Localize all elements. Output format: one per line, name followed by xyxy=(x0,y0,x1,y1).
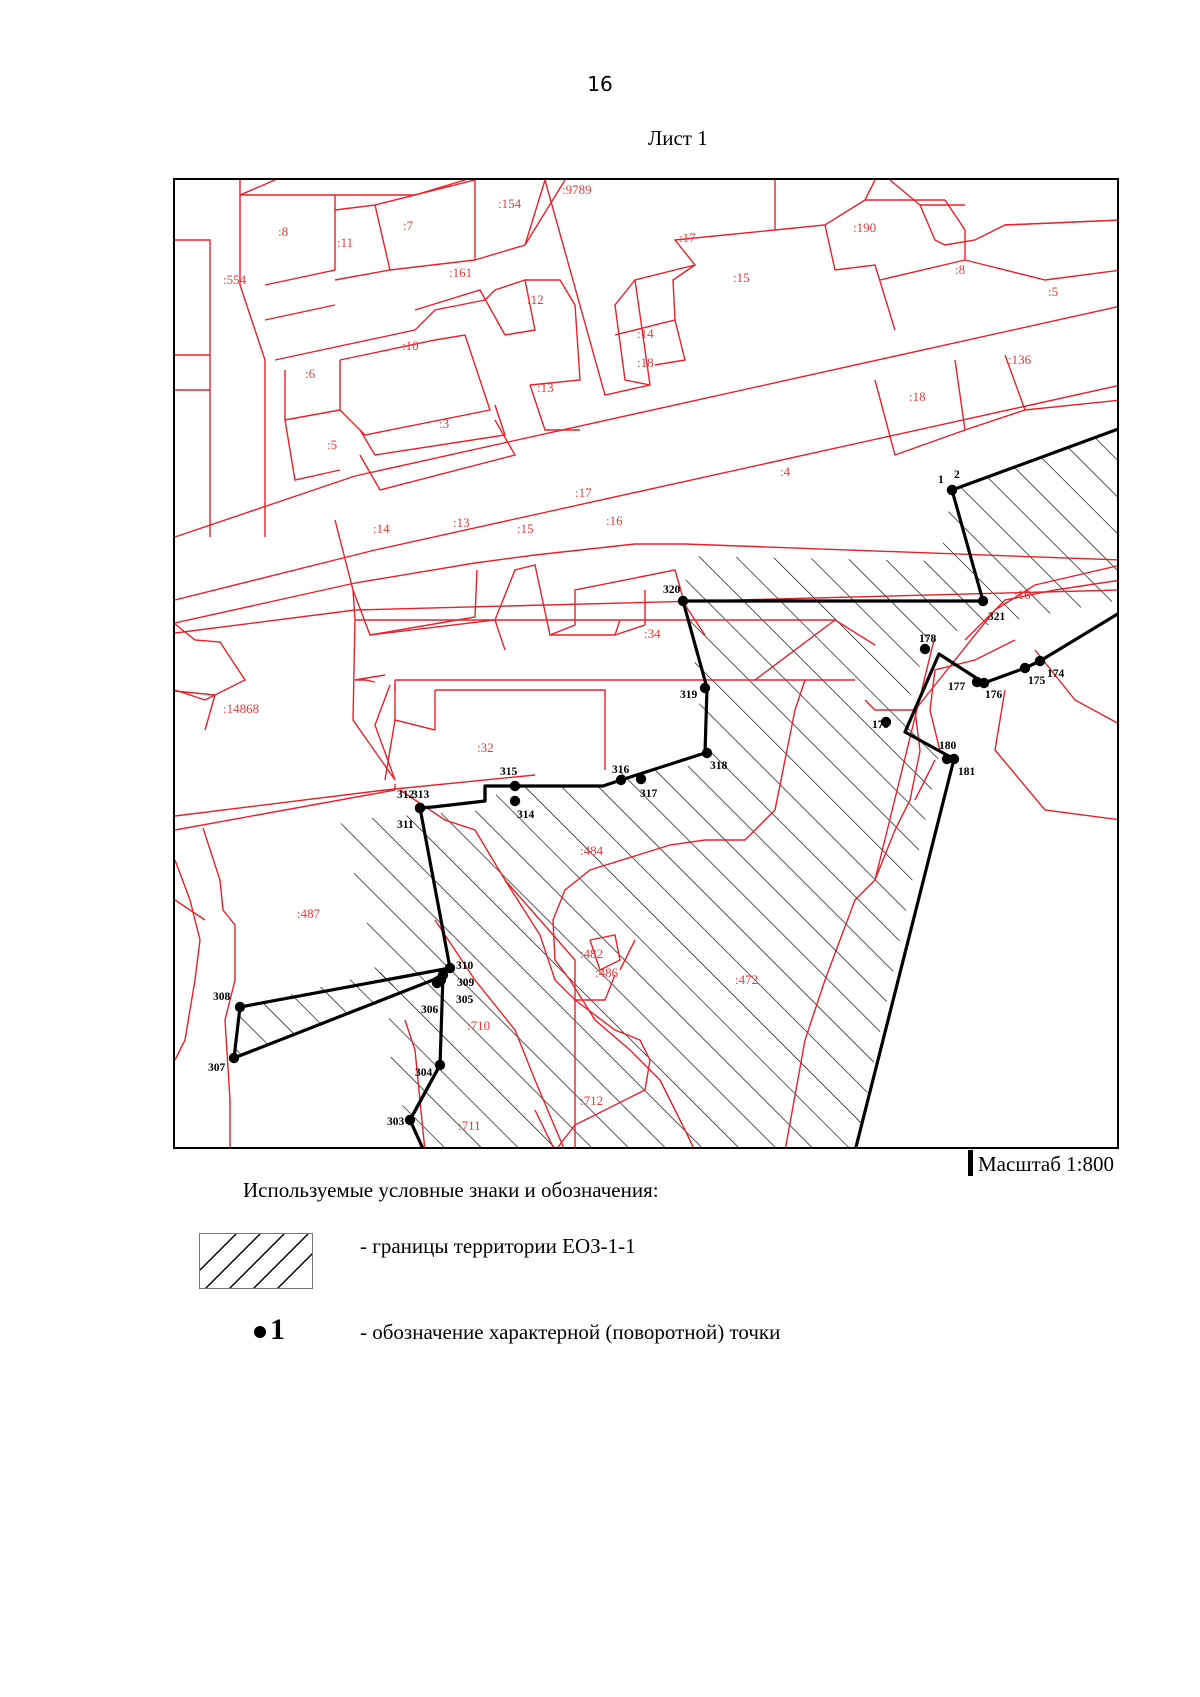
turning-point-label: 305 xyxy=(456,994,474,1006)
parcel-label: :190 xyxy=(853,220,877,235)
turning-point-marker xyxy=(947,485,957,495)
parcel-label: :14 xyxy=(637,326,654,341)
turning-point-label: 308 xyxy=(213,991,231,1003)
turning-point-label: 179 xyxy=(872,719,890,731)
parcel-label: :712 xyxy=(580,1093,604,1108)
parcel-label: :482 xyxy=(580,946,604,961)
turning-point-label: 314 xyxy=(517,809,535,821)
turning-point-label: 304 xyxy=(415,1067,433,1079)
turning-point-label: 320 xyxy=(663,584,681,596)
parcel-label: :13 xyxy=(453,515,470,530)
parcel-label: :14868 xyxy=(223,701,260,716)
legend-point-label: 1 xyxy=(270,1313,285,1346)
turning-point-marker xyxy=(415,803,425,813)
parcel-label: :4 xyxy=(780,464,791,479)
parcel-label: :154 xyxy=(498,196,522,211)
parcel-label: :17 xyxy=(679,230,696,245)
turning-point-label: 317 xyxy=(640,788,658,800)
scale-bar xyxy=(968,1150,973,1176)
parcel-label: :487 xyxy=(297,906,321,921)
turning-point-label: 321 xyxy=(988,611,1006,623)
turning-point-label: 181 xyxy=(958,766,976,778)
legend-zone-boundary-text: - границы территории ЕОЗ-1-1 xyxy=(360,1234,636,1258)
turning-point-label: 177 xyxy=(948,681,966,693)
turning-point-marker xyxy=(702,748,712,758)
turning-point-marker xyxy=(229,1053,239,1063)
parcel-label: :486 xyxy=(595,965,619,980)
turning-point-marker xyxy=(435,1060,445,1070)
turning-point-icon xyxy=(254,1326,266,1338)
legend-point-text: - обозначение характерной (поворотной) точки xyxy=(360,1320,781,1344)
turning-point-marker xyxy=(1035,656,1045,666)
parcel-label: :710 xyxy=(467,1018,491,1033)
turning-point-marker xyxy=(678,596,688,606)
parcel-label: :32 xyxy=(477,740,494,755)
parcel-label: :5 xyxy=(1048,284,1059,299)
parcel-label: :472 xyxy=(735,972,759,987)
parcel-label: :14 xyxy=(373,521,390,536)
parcel-label: :7 xyxy=(403,218,414,233)
turning-point-marker xyxy=(1020,663,1030,673)
turning-point-label: 318 xyxy=(710,760,728,772)
parcel-label: :12 xyxy=(527,292,544,307)
turning-point-label: 319 xyxy=(680,689,698,701)
turning-point-marker xyxy=(235,1002,245,1012)
parcel-label: :161 xyxy=(449,265,473,280)
legend-heading: Используемые условные знаки и обозначения: xyxy=(243,1178,659,1202)
turning-point-marker xyxy=(405,1115,415,1125)
turning-point-marker xyxy=(636,774,646,784)
parcel-label: :8 xyxy=(955,262,966,277)
cadastral-map xyxy=(173,178,1119,1149)
turning-point-marker xyxy=(432,978,442,988)
page-number: 16 xyxy=(587,72,613,96)
turning-point-label: 174 xyxy=(1047,668,1065,680)
parcel-label: :3 xyxy=(439,416,450,431)
parcel-label: :5 xyxy=(327,437,338,452)
parcel-label: :34 xyxy=(644,626,661,641)
turning-point-label: 306 xyxy=(421,1004,439,1016)
turning-point-label: 175 xyxy=(1028,675,1046,687)
parcel-label: :136 xyxy=(1008,352,1032,367)
legend-hatch-swatch xyxy=(199,1233,313,1289)
turning-point-marker xyxy=(949,754,959,764)
turning-point-marker xyxy=(920,644,930,654)
parcel-label: :484 xyxy=(580,843,604,858)
zone-hatch-area xyxy=(234,428,1119,1149)
turning-point-label: 310 xyxy=(456,960,474,972)
parcel-label: :15 xyxy=(517,521,534,536)
scale-label: Масштаб 1:800 xyxy=(978,1152,1115,1176)
parcel-label: :11 xyxy=(337,235,354,250)
hatch-swatch-icon xyxy=(200,1234,313,1289)
parcel-label: :18 xyxy=(909,389,926,404)
parcel-label: :9789 xyxy=(562,182,592,197)
parcel-label: :18 xyxy=(637,355,654,370)
turning-point-label: 178 xyxy=(919,633,937,645)
parcel-label: :17 xyxy=(575,485,592,500)
turning-point-label: 180 xyxy=(939,740,957,752)
turning-point-label: 176 xyxy=(985,689,1003,701)
parcel-label: :16 xyxy=(606,513,623,528)
turning-point-label: 303 xyxy=(387,1116,405,1128)
parcel-label: :10 xyxy=(402,338,419,353)
turning-point-label: 311 xyxy=(397,819,414,831)
parcel-label: :6 xyxy=(305,366,316,381)
parcel-label: :711 xyxy=(458,1118,481,1133)
parcel-label: :554 xyxy=(223,272,247,287)
turning-point-label: 313 xyxy=(412,789,430,801)
turning-point-label: 307 xyxy=(208,1062,226,1074)
sheet-title: Лист 1 xyxy=(648,126,708,150)
turning-point-label: 312 xyxy=(397,789,415,801)
turning-point-marker xyxy=(978,596,988,606)
turning-point-marker xyxy=(979,678,989,688)
turning-point-label: 309 xyxy=(457,977,475,989)
map-canvas xyxy=(175,180,1119,1149)
parcel-label: :16 xyxy=(1014,587,1031,602)
turning-point-label: 315 xyxy=(500,766,518,778)
turning-point-marker xyxy=(700,683,710,693)
turning-point-marker xyxy=(510,781,520,791)
parcel-label: :13 xyxy=(537,380,554,395)
turning-point-marker xyxy=(510,796,520,806)
turning-point-label: 316 xyxy=(612,764,630,776)
parcel-label: :8 xyxy=(278,224,289,239)
parcel-label: :15 xyxy=(733,270,750,285)
turning-point-marker xyxy=(616,775,626,785)
turning-point-label: 1 xyxy=(938,474,944,486)
turning-point-label: 2 xyxy=(954,469,960,481)
